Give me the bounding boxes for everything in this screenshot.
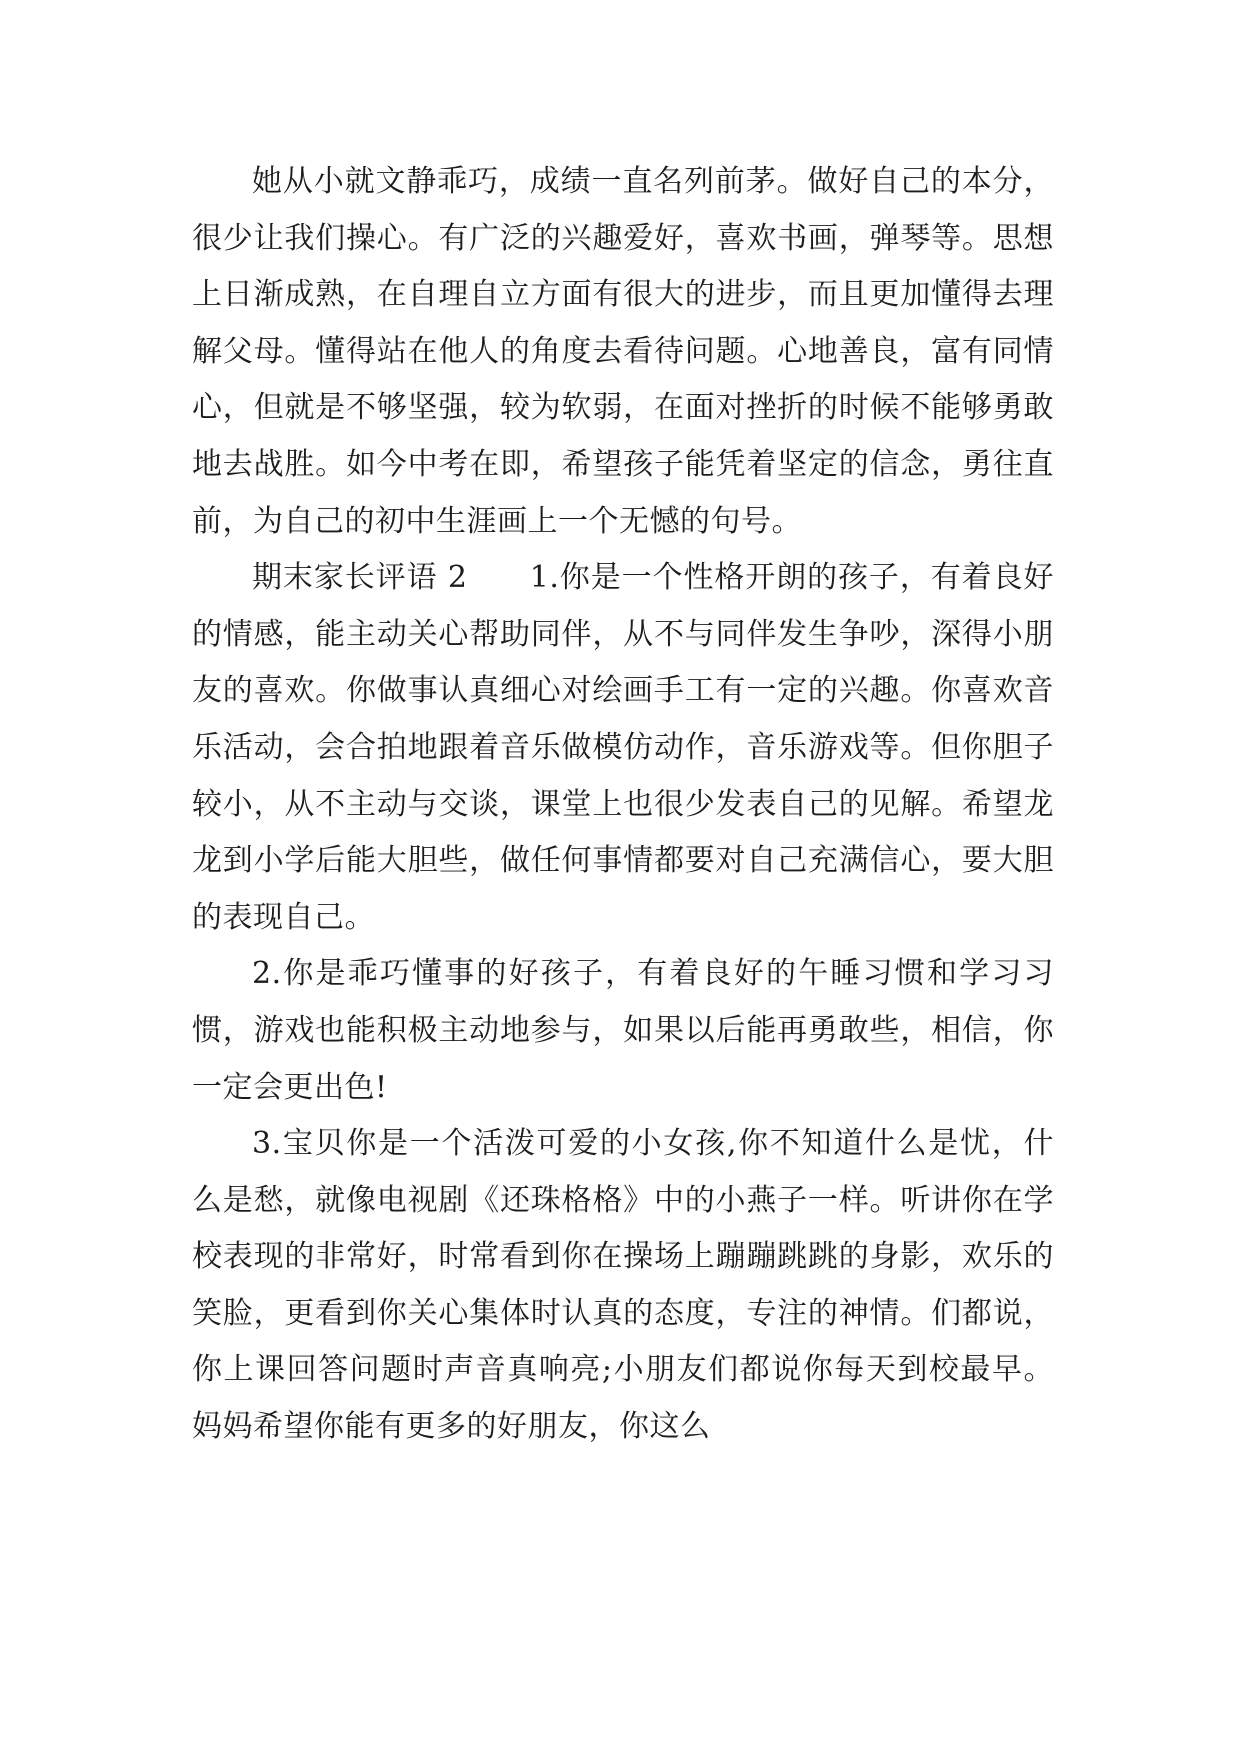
paragraph-3: 2.你是乖巧懂事的好孩子，有着良好的午睡习惯和学习习惯，游戏也能积极主动地参与，如果以后能再勇敢些，相信，你一定会更出色! [192,956,1054,1105]
paragraph-4: 3.宝贝你是一个活泼可爱的小女孩,你不知道什么是忧，什么是愁，就像电视剧《还珠格格》中的小燕子一样。听讲你在学校表现的非常好，时常看到你在操场上蹦蹦跳跳的身影，欢乐的笑脸，更看到你关心集体时认真的态度，专注的神情。们都说，你上课回答问题时声音真响亮;小朋友们都说你每天到校最早。妈妈希望你能有更多的好朋友，你这么 [192,1126,1054,1445]
paragraph-2: 期末家长评语 2 1.你是一个性格开朗的孩子，有着良好的情感，能主动关心帮助同伴，从不与同伴发生争吵，深得小朋友的喜欢。你做事认真细心对绘画手工有一定的兴趣。你喜欢音乐活动，会合拍地跟着音乐做模仿动作，音乐游戏等。但你胆子较小，从不主动与交谈，课堂上也很少发表自己的见解。希望龙龙到小学后能大胆些，做任何事情都要对自己充满信心，要大胆的表现自己。 [192,560,1054,935]
document-body [192,154,1054,1456]
paragraph-1: 她从小就文静乖巧，成绩一直名列前茅。做好自己的本分，很少让我们操心。有广泛的兴趣爱好，喜欢书画，弹琴等。思想上日渐成熟，在自理自立方面有很大的进步，而且更加懂得去理解父母。懂得站在他人的角度去看待问题。心地善良，富有同情心，但就是不够坚强，较为软弱，在面对挫折的时候不能够勇敢地去战胜。如今中考在即，希望孩子能凭着坚定的信念，勇往直前，为自己的初中生涯画上一个无憾的句号。 [192,164,1054,539]
